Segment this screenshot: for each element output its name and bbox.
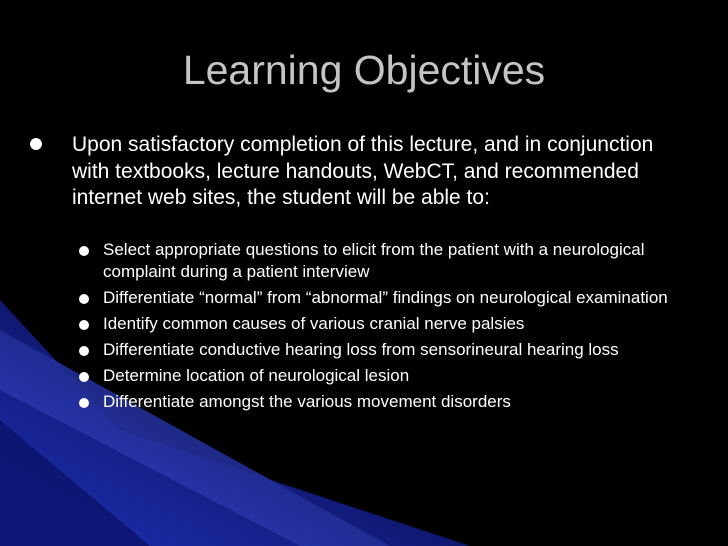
objective-item xyxy=(79,391,699,413)
bullet-icon xyxy=(79,246,89,256)
objective-text: Select appropriate questions to elicit from the patient with a neurological complaint during a patient interview xyxy=(103,240,645,281)
objectives-list xyxy=(79,239,699,417)
bullet-icon xyxy=(79,294,89,304)
objective-text: Differentiate “normal” from “abnormal” findings on neurological examination xyxy=(103,288,668,307)
objective-item xyxy=(79,339,699,361)
objective-text: Identify common causes of various cranial nerve palsies xyxy=(103,314,525,333)
bullet-icon xyxy=(30,138,42,150)
objective-text: Determine location of neurological lesion xyxy=(103,366,410,385)
main-bullet-item xyxy=(30,132,690,212)
bullet-icon xyxy=(79,320,89,330)
objective-item xyxy=(79,239,699,283)
objective-item xyxy=(79,287,699,309)
bullet-icon xyxy=(79,372,89,382)
objective-text: Differentiate conductive hearing loss from sensorineural hearing loss xyxy=(103,340,619,359)
objective-text: Differentiate amongst the various movement disorders xyxy=(103,392,511,411)
slide-title: Learning Objectives xyxy=(182,47,546,93)
bullet-icon xyxy=(79,398,89,408)
main-bullet-text: Upon satisfactory completion of this lecture, and in conjunction with textbooks, lecture handouts, WebCT, and recommended internet web sites, the student will be able to: xyxy=(72,133,654,209)
objective-item xyxy=(79,365,699,387)
objective-item xyxy=(79,313,699,335)
bullet-icon xyxy=(79,346,89,356)
